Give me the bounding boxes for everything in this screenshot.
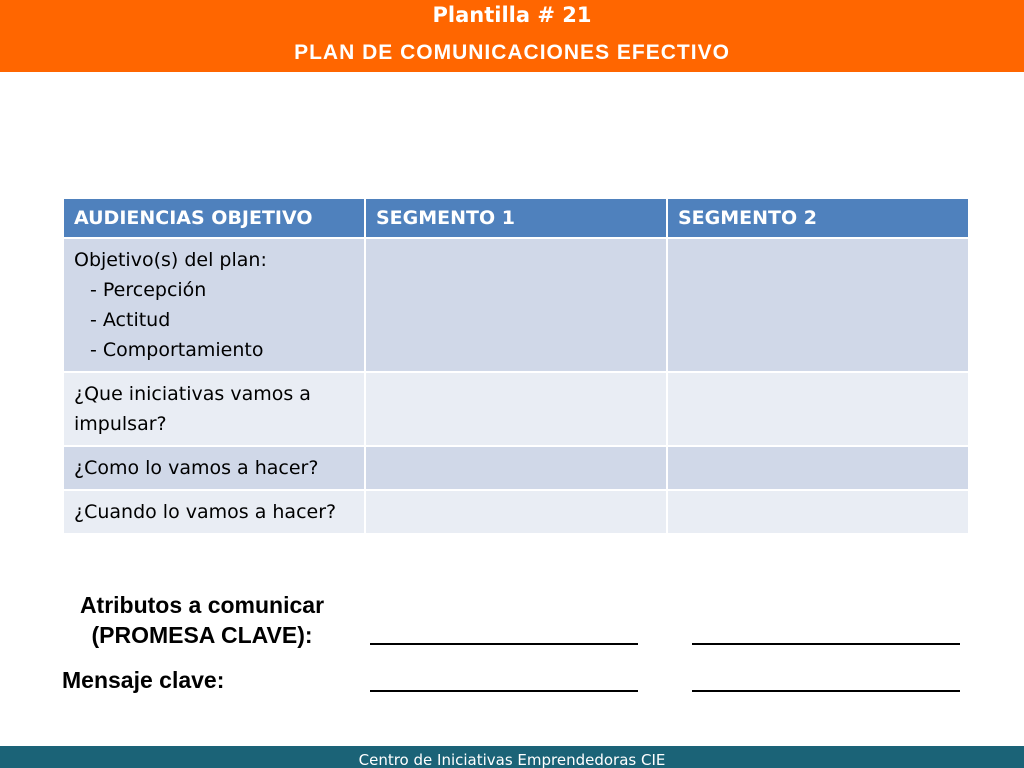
objectives-cell bbox=[63, 238, 365, 372]
how-segment-1-cell[interactable] bbox=[365, 446, 667, 490]
how-label: ¿Como lo vamos a hacer? bbox=[63, 446, 365, 490]
header-segment-1: SEGMENTO 1 bbox=[365, 198, 667, 238]
objective-item-perception: - Percepción bbox=[90, 279, 207, 301]
attributes-label-line-1: Atributos a comunicar bbox=[79, 592, 325, 618]
header-banner bbox=[0, 0, 1024, 72]
attributes-label bbox=[62, 590, 342, 650]
table-row-initiatives bbox=[63, 372, 969, 446]
attributes-segment-2-blank[interactable] bbox=[692, 643, 960, 645]
objectives-label: Objetivo(s) del plan: bbox=[74, 249, 267, 271]
initiatives-segment-1-cell[interactable] bbox=[365, 372, 667, 446]
footer-bar bbox=[0, 746, 1024, 768]
footer-text: Centro de Iniciativas Emprendedoras CIE bbox=[358, 751, 666, 768]
header-segment-2: SEGMENTO 2 bbox=[667, 198, 969, 238]
page-title: PLAN DE COMUNICACIONES EFECTIVO bbox=[294, 41, 730, 64]
objectives-segment-1-cell[interactable] bbox=[365, 238, 667, 372]
initiatives-segment-2-cell[interactable] bbox=[667, 372, 969, 446]
message-segment-1-blank[interactable] bbox=[370, 690, 638, 692]
objective-item-attitude: - Actitud bbox=[90, 309, 171, 331]
when-segment-2-cell[interactable] bbox=[667, 490, 969, 534]
table-row-when bbox=[63, 490, 969, 534]
objectives-segment-2-cell[interactable] bbox=[667, 238, 969, 372]
how-segment-2-cell[interactable] bbox=[667, 446, 969, 490]
message-label: Mensaje clave: bbox=[62, 667, 225, 693]
message-segment-2-blank[interactable] bbox=[692, 690, 960, 692]
when-label: ¿Cuando lo vamos a hacer? bbox=[63, 490, 365, 534]
header-audiences: AUDIENCIAS OBJETIVO bbox=[63, 198, 365, 238]
when-segment-1-cell[interactable] bbox=[365, 490, 667, 534]
attributes-label-line-2: (PROMESA CLAVE): bbox=[91, 622, 313, 648]
table-row-how bbox=[63, 446, 969, 490]
table-header-row bbox=[63, 198, 969, 238]
communication-plan-table bbox=[62, 197, 970, 535]
template-number: Plantilla # 21 bbox=[432, 3, 592, 27]
table-row-objectives bbox=[63, 238, 969, 372]
attributes-segment-1-blank[interactable] bbox=[370, 643, 638, 645]
objective-item-behavior: - Comportamiento bbox=[90, 339, 264, 361]
initiatives-label: ¿Que iniciativas vamos a impulsar? bbox=[63, 372, 365, 446]
